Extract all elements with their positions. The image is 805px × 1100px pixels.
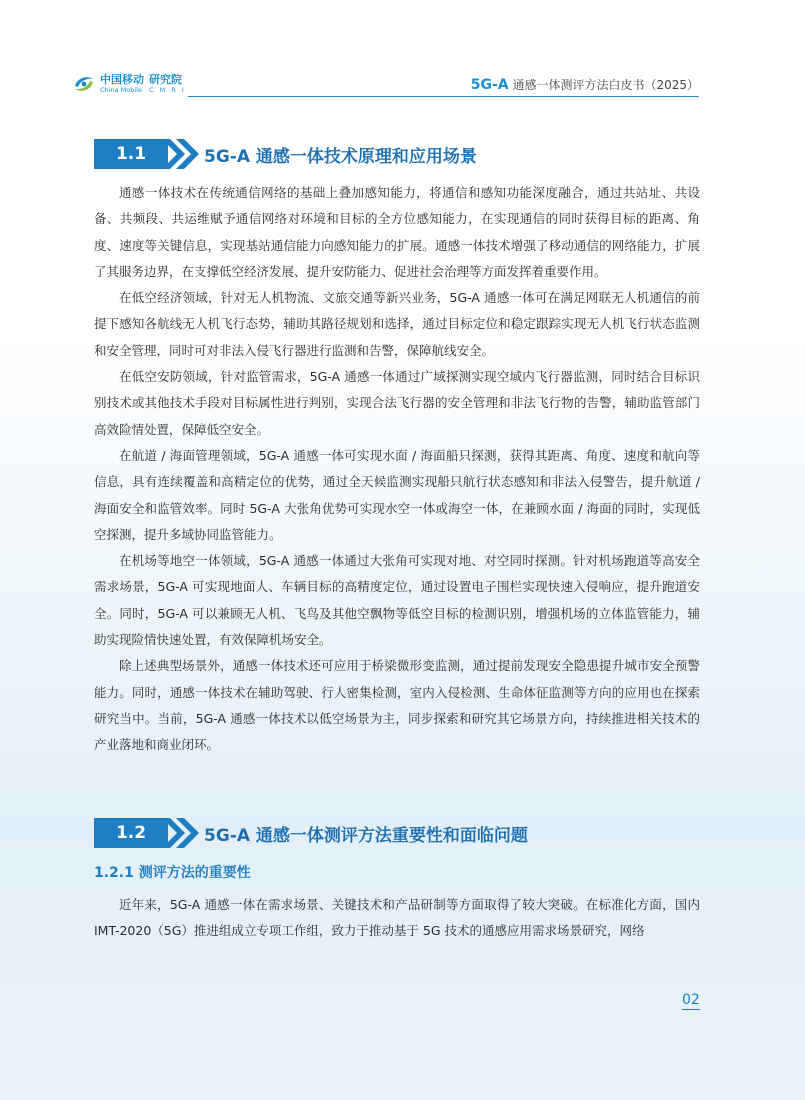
- logo-en-name: China Mobile: [100, 86, 142, 95]
- section-1-1-body: [94, 180, 700, 759]
- logo-cn-name: 中国移动: [100, 73, 144, 87]
- section-title: 5G-A 通感一体测评方法重要性和面临问题: [204, 826, 528, 846]
- paragraph: 在航道 / 海面管理领域，5G-A 通感一体可实现水面 / 海面船只探测，获得其距离、角度、速度和航向等信息，具有连续覆盖和高精定位的优势，通过全天候监测实现船只航行状态感知和非法入侵警告，提升航道 / 海面安全和监管效率。同时 5G-A 大张角优势可实现水空一体或海空一体，在兼顾水面 / 海面的同时，实现低空探测，提升多域协同监管能力。: [94, 447, 700, 542]
- page-number: 02: [682, 992, 700, 1008]
- paragraph: 在机场等地空一体领域，5G-A 通感一体通过大张角可实现对地、对空同时探测。针对机场跑道等高安全需求场景，5G-A 可实现地面人、车辆目标的高精度定位，通过设置电子围栏实现快速入侵响应，提升跑道安全。同时，5G-A 可以兼顾无人机、飞鸟及其他空飘物等低空目标的检测识别，增强机场的立体监管能力，辅助实现险情快速处置，有效保障机场安全。: [94, 553, 700, 648]
- section-1-2-body: [94, 892, 700, 945]
- logo-en-sub: C M R I: [148, 86, 186, 95]
- document-title-brand: 5G-A: [470, 77, 509, 93]
- section-number: 1.2: [94, 818, 168, 848]
- paragraph: 近年来，5G-A 通感一体在需求场景、关键技术和产品研制等方面取得了较大突破。在标准化方面，国内 IMT-2020（5G）推进组成立专项工作组，致力于推动基于 5G 技术的通感应用需求场景研究，网络: [94, 897, 700, 939]
- section-number: 1.1: [94, 139, 168, 169]
- section-heading-1-1: [94, 139, 694, 169]
- china-mobile-logo: [72, 72, 186, 96]
- page-header: [72, 72, 699, 98]
- subsection-title: 1.2.1 测评方法的重要性: [94, 865, 251, 881]
- china-mobile-logo-icon: [72, 72, 96, 96]
- paragraph: 在低空安防领域，针对监管需求，5G-A 通感一体通过广域探测实现空域内飞行器监测，同时结合目标识别技术或其他技术手段对目标属性进行判别，实现合法飞行器的安全管理和非法飞行物的告警，辅助监管部门高效险情处置，保障低空安全。: [94, 369, 700, 437]
- document-title: [471, 76, 699, 93]
- paragraph: 在低空经济领域，针对无人机物流、文旅交通等新兴业务，5G-A 通感一体可在满足网联无人机通信的前提下感知各航线无人机飞行态势，辅助其路径规划和选择，通过目标定位和稳定跟踪实现无人机飞行状态监测和安全管理，同时可对非法入侵飞行器进行监测和告警，保障航线安全。: [94, 290, 700, 358]
- logo-cn-sub: 研究院: [149, 73, 182, 87]
- paragraph: 通感一体技术在传统通信网络的基础上叠加感知能力，将通信和感知功能深度融合，通过共站址、共设备、共频段、共运维赋予通信网络对环境和目标的全方位感知能力，在实现通信的同时获得目标的距离、角度、速度等关键信息，实现基站通信能力向感知能力的扩展。通感一体技术增强了移动通信的网络能力，扩展了其服务边界，在支撑低空经济发展、提升安防能力、促进社会治理等方面发挥着重要作用。: [94, 185, 700, 279]
- document-title-text: 通感一体测评方法白皮书（2025）: [508, 78, 699, 92]
- header-rule: [188, 96, 699, 97]
- section-heading-1-2: [94, 818, 694, 848]
- paragraph: 除上述典型场景外，通感一体技术还可应用于桥梁微形变监测，通过提前发现安全隐患提升城市安全预警能力。同时，通感一体技术在辅助驾驶、行人密集检测，室内入侵检测、生命体征监测等方向的应用也在探索研究当中。当前，5G-A 通感一体技术以低空场景为主，同步探索和研究其它场景方向，持续推进相关技术的产业落地和商业闭环。: [94, 658, 700, 753]
- section-title: 5G-A 通感一体技术原理和应用场景: [204, 147, 477, 167]
